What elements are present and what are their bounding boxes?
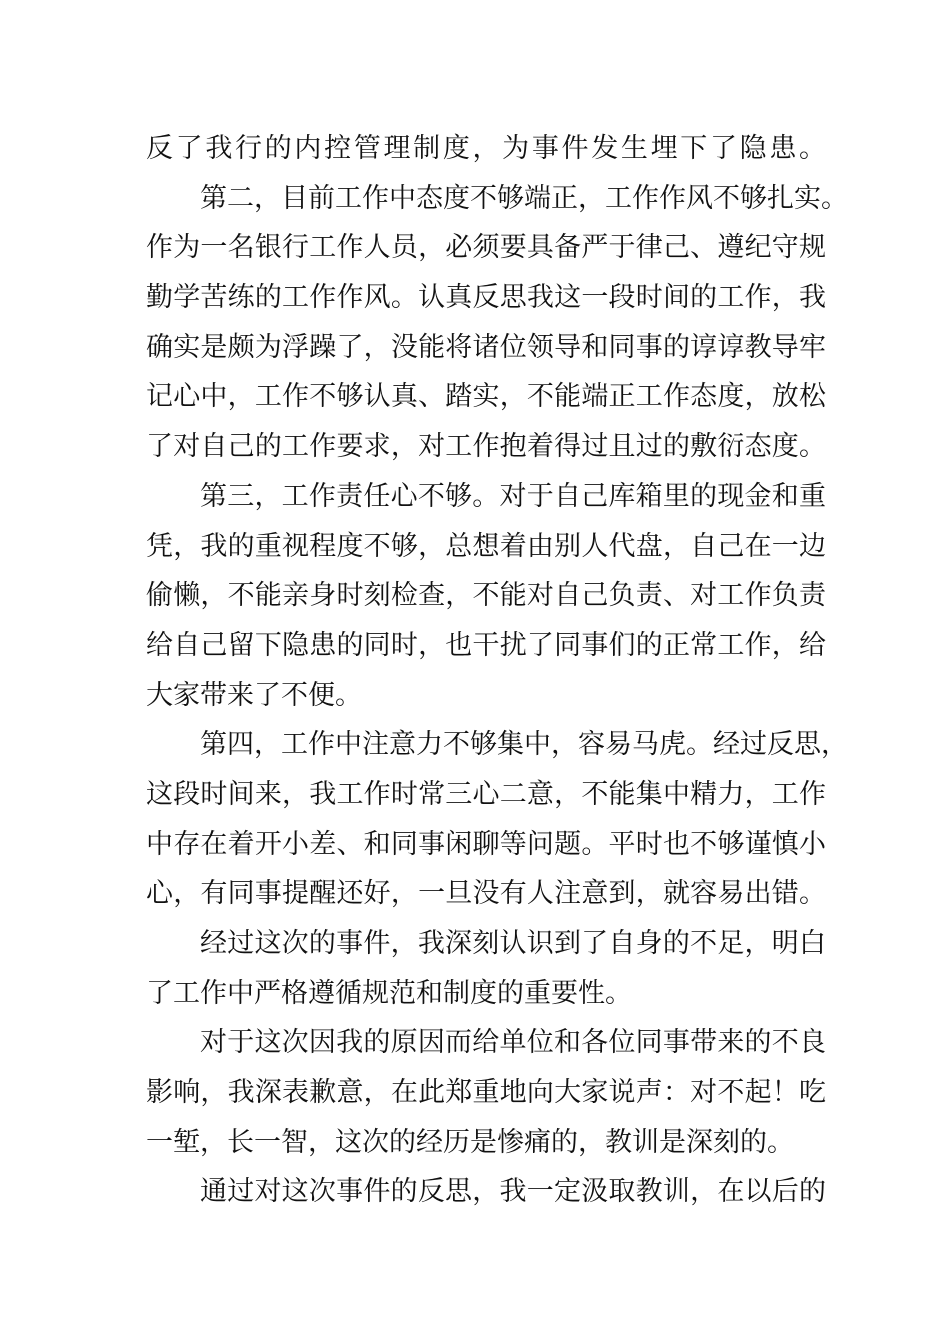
text-line: 给自己留下隐患的同时，也干扰了同事们的正常工作，给 (146, 629, 826, 661)
text-line: 第四，工作中注意力不够集中，容易马虎。经过反思， (200, 729, 848, 761)
text-line: 一堑，长一智，这次的经历是惨痛的，教训是深刻的。 (146, 1126, 794, 1158)
text-line: 第三，工作责任心不够。对于自己库箱里的现金和重 (200, 480, 826, 512)
text-line: 确实是颇为浮躁了，没能将诸位领导和同事的谆谆教导牢 (146, 331, 826, 363)
text-line: 第二，目前工作中态度不够端正，工作作风不够扎实。 (200, 182, 848, 214)
text-line: 了对自己的工作要求，对工作抱着得过且过的敷衍态度。 (146, 431, 826, 463)
text-line: 偷懒，不能亲身时刻检查，不能对自己负责、对工作负责 (146, 580, 826, 612)
text-line: 中存在着开小差、和同事闲聊等问题。平时也不够谨慎小 (146, 828, 826, 860)
text-line: 记心中，工作不够认真、踏实，不能端正工作态度，放松 (146, 381, 826, 413)
text-line: 影响，我深表歉意，在此郑重地向大家说声：对不起！吃 (146, 1077, 826, 1109)
text-line: 反了我行的内控管理制度，为事件发生埋下了隐患。 (146, 133, 826, 164)
text-line: 了工作中严格遵循规范和制度的重要性。 (146, 977, 632, 1009)
text-line: 大家带来了不便。 (146, 679, 362, 711)
text-line: 对于这次因我的原因而给单位和各位同事带来的不良 (200, 1027, 826, 1059)
text-line: 作为一名银行工作人员，必须要具备严于律己、遵纪守规 (146, 232, 826, 264)
text-line: 勤学苦练的工作作风。认真反思我这一段时间的工作，我 (146, 282, 826, 314)
text-line: 经过这次的事件，我深刻认识到了自身的不足，明白 (200, 928, 826, 959)
document-body (146, 124, 848, 1217)
text-line: 心，有同事提醒还好，一旦没有人注意到，就容易出错。 (146, 878, 826, 910)
text-line: 通过对这次事件的反思，我一定汲取教训，在以后的 (200, 1176, 826, 1208)
text-line: 凭，我的重视程度不够，总想着由别人代盘，自己在一边 (146, 530, 826, 562)
text-line: 这段时间来，我工作时常三心二意，不能集中精力，工作 (146, 778, 826, 810)
